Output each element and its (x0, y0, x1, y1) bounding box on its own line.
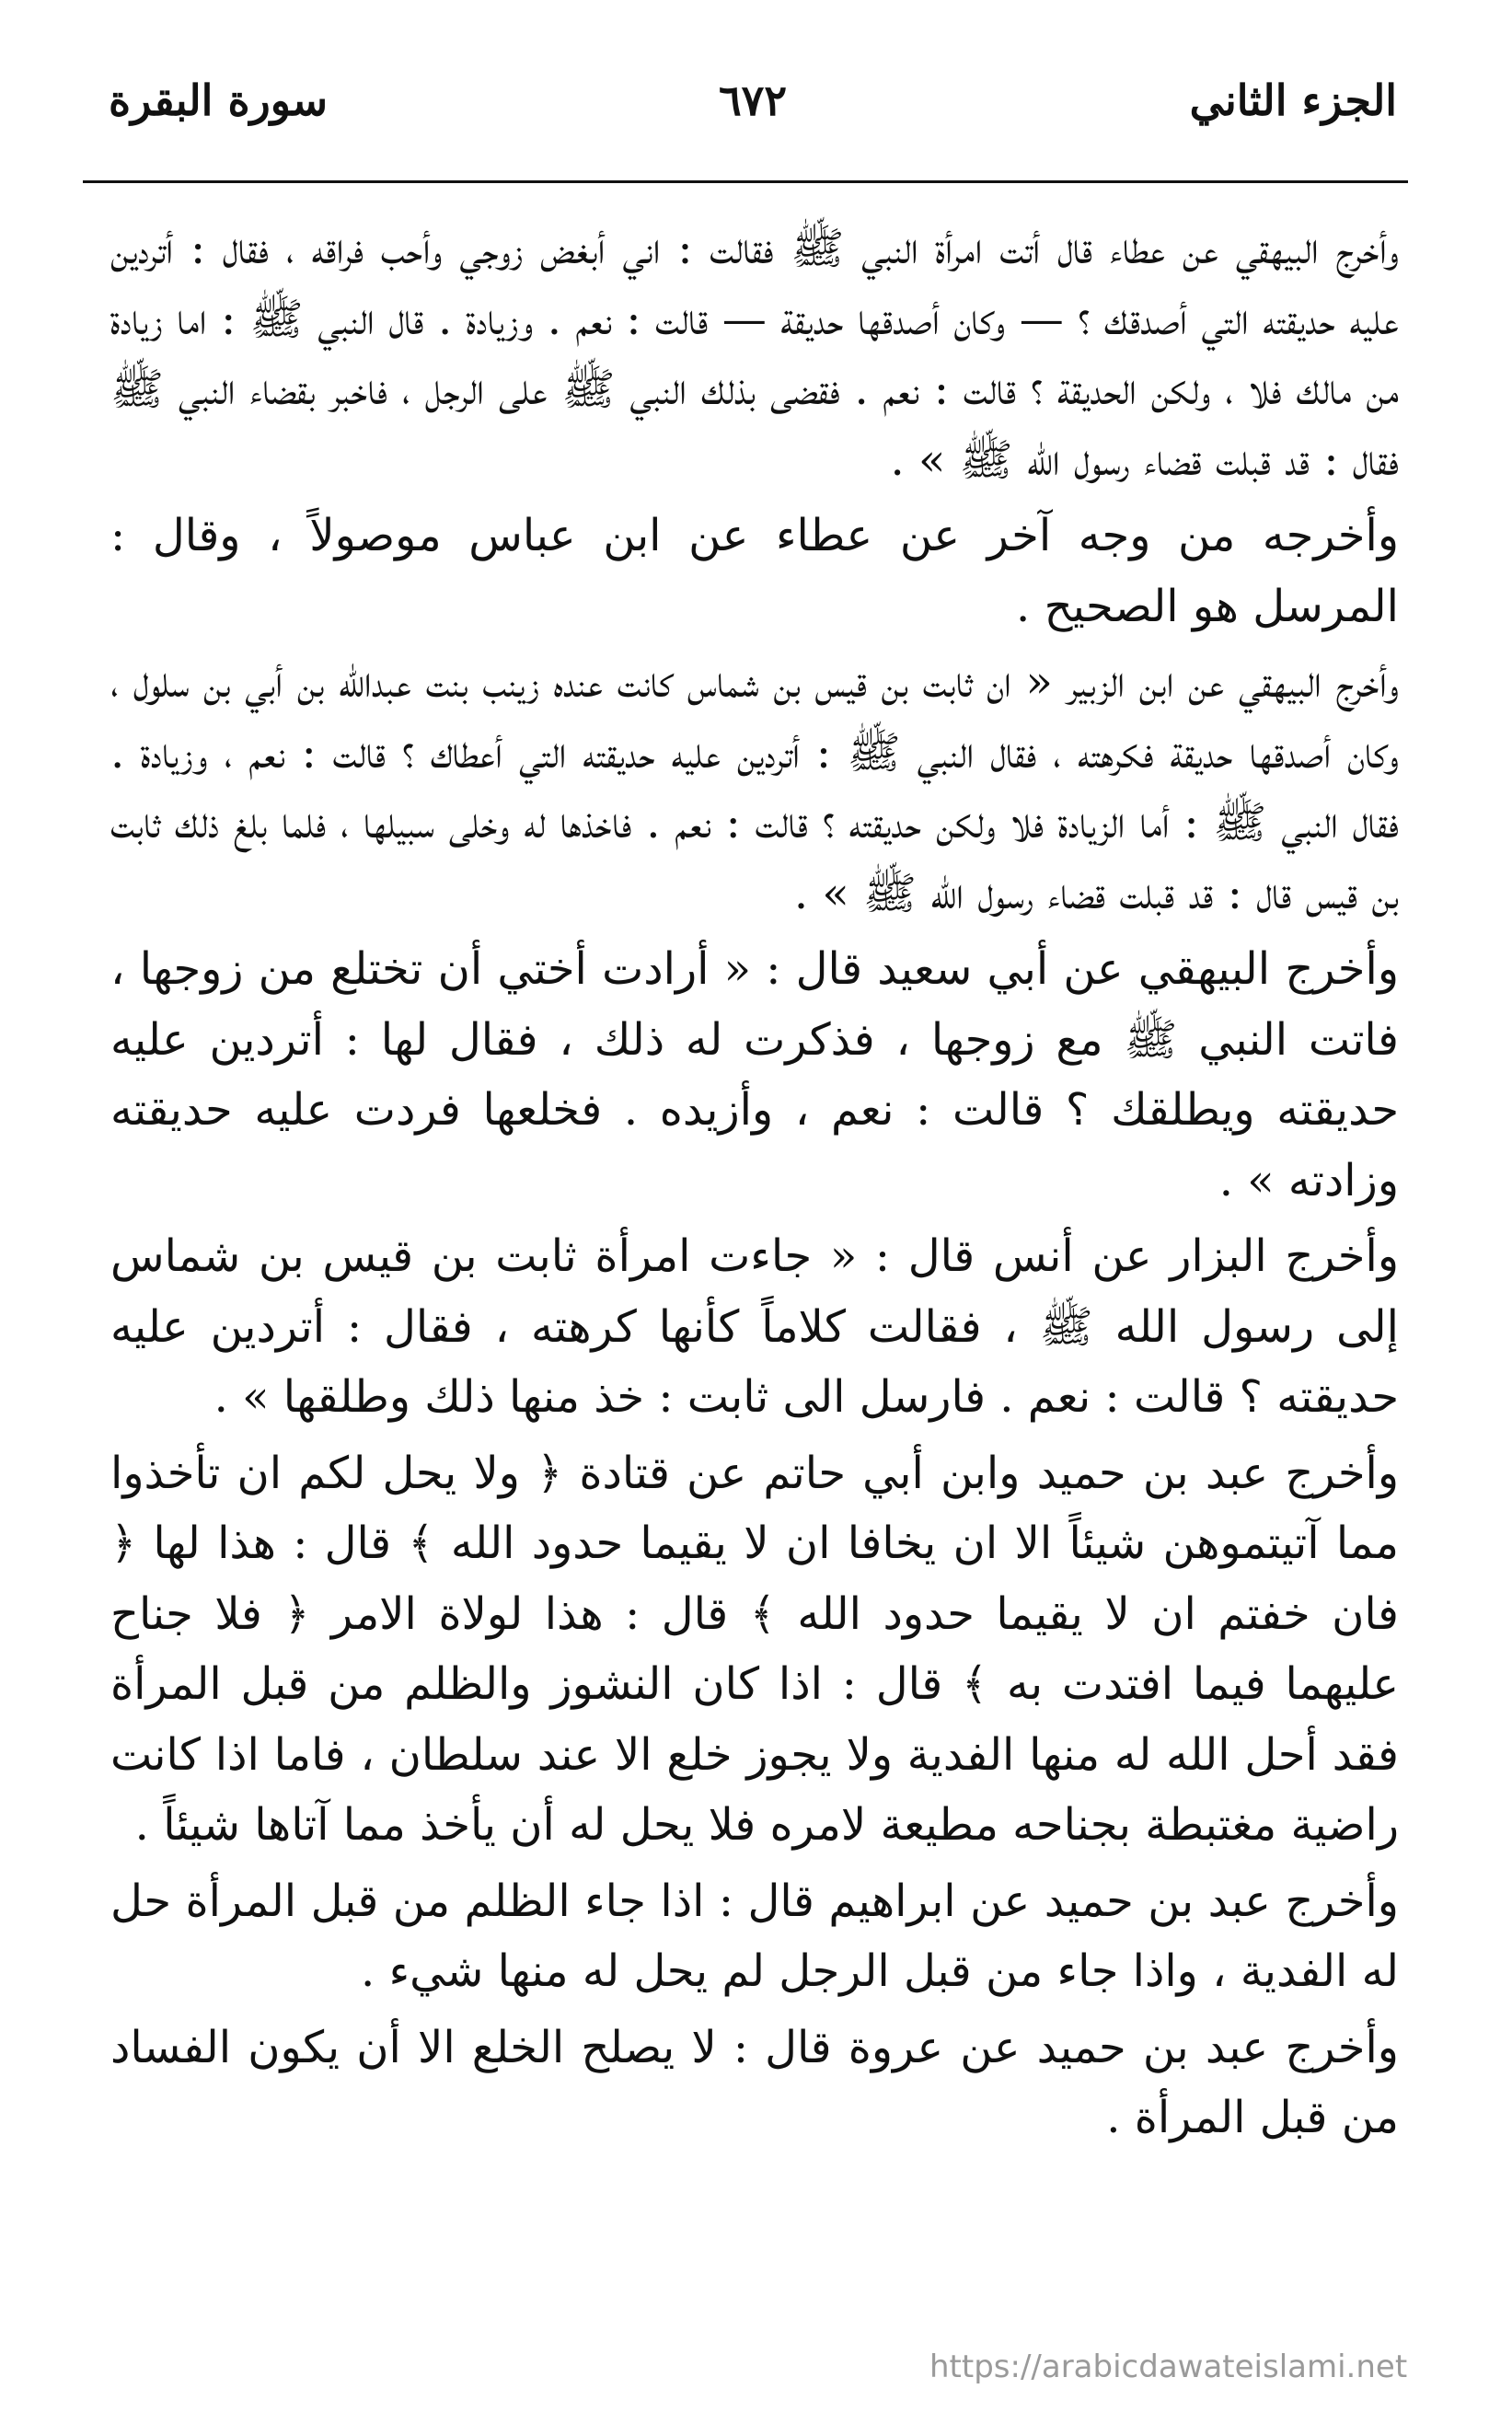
paragraph: وأخرج البيهقي عن عطاء قال أتت امرأة النبي ﷺ فقالت : اني أبغض زوجي وأحب فراقه ، فقال : أتردين عليه حديقته التي أصدقك ؟ — وكان أصدقها حديقة — قالت : نعم . وزيادة . قال النبي ﷺ : اما زيادة من مالك فلا ، ولكن الحديقة ؟ قالت : نعم . فقضى بذلك النبي ﷺ على الرجل ، فاخبر بقضاء النبي ﷺ فقال : قد قبلت قضاء رسول الله ﷺ » . (110, 223, 1400, 486)
paragraph: وأخرج البيهقي عن أبي سعيد قال : « أرادت أختي أن تختلع من زوجها ، فاتت النبي ﷺ مع زوجها ، فذكرت له ذلك ، فقال لها : أتردين عليه حديقته ويطلقك ؟ قالت : نعم ، وأزيده . فخلعها فردت عليه حديقته وزادته » . (110, 943, 1399, 1206)
page-number: ٦٧٢ (718, 75, 788, 125)
surah-title: سورة البقرة (109, 75, 329, 125)
paragraph: وأخرجه من وجه آخر عن عطاء عن ابن عباس موصولاً ، وقال : المرسل هو الصحيح . (110, 510, 1399, 632)
paragraph: وأخرج البيهقي عن ابن الزبير « ان ثابت بن قيس بن شماس كانت عنده زينب بنت عبدالله بن أبي بن سلول ، وكان أصدقها حديقة فكرهته ، فقال النبي ﷺ : أتردين عليه حديقته التي أعطاك ؟ قالت : نعم ، وزيادة . فقال النبي ﷺ : أما الزيادة فلا ولكن حديقته ؟ قالت : نعم . فاخذها له وخلى سبيلها ، فلما بلغ ذلك ثابت بن قيس قال : قد قبلت قضاء رسول الله ﷺ » . (110, 656, 1399, 919)
paragraph: وأخرج عبد بن حميد وابن أبي حاتم عن قتادة ﴿ ولا يحل لكم ان تأخذوا مما آتيتموهن شيئاً الا ان يخافا ان لا يقيما حدود الله ﴾ قال : هذا لها ﴿ فان خفتم ان لا يقيما حدود الله ﴾ قال : هذا لولاة الامر ﴿ فلا جناح عليهما فيما افتدت به ﴾ قال : اذا كان النشوز والظلم من قبل المرأة فقد أحل الله له منها الفدية ولا يجوز خلع الا عند سلطان ، فاما اذا كانت راضية مغتبطة بجناحه مطيعة لامره فلا يحل له أن يأخذ مما آتاها شيئاً . (110, 1447, 1400, 1851)
part-title: الجزء الثاني (1189, 75, 1397, 125)
paragraph: وأخرج عبد بن حميد عن ابراهيم قال : اذا جاء الظلم من قبل المرأة حل له الفدية ، واذا جاء من قبل الرجل لم يحل له منها شيء . (110, 1875, 1399, 1997)
paragraph: وأخرج البزار عن أنس قال : « جاءت امرأة ثابت بن قيس بن شماس إلى رسول الله ﷺ ، فقالت كلاماً كأنها كرهته ، فقال : أتردين عليه حديقته ؟ قالت : نعم . فارسل الى ثابت : خذ منها ذلك وطلقها » . (110, 1230, 1399, 1423)
header-divider (83, 180, 1408, 183)
watermark-url: https://arabicdawateislami.net (929, 2349, 1408, 2385)
paragraph: وأخرج عبد بن حميد عن عروة قال : لا يصلح الخلع الا أن يكون الفساد من قبل المرأة . (110, 2021, 1399, 2143)
page-header (109, 75, 1397, 140)
page-body (110, 214, 1399, 2159)
